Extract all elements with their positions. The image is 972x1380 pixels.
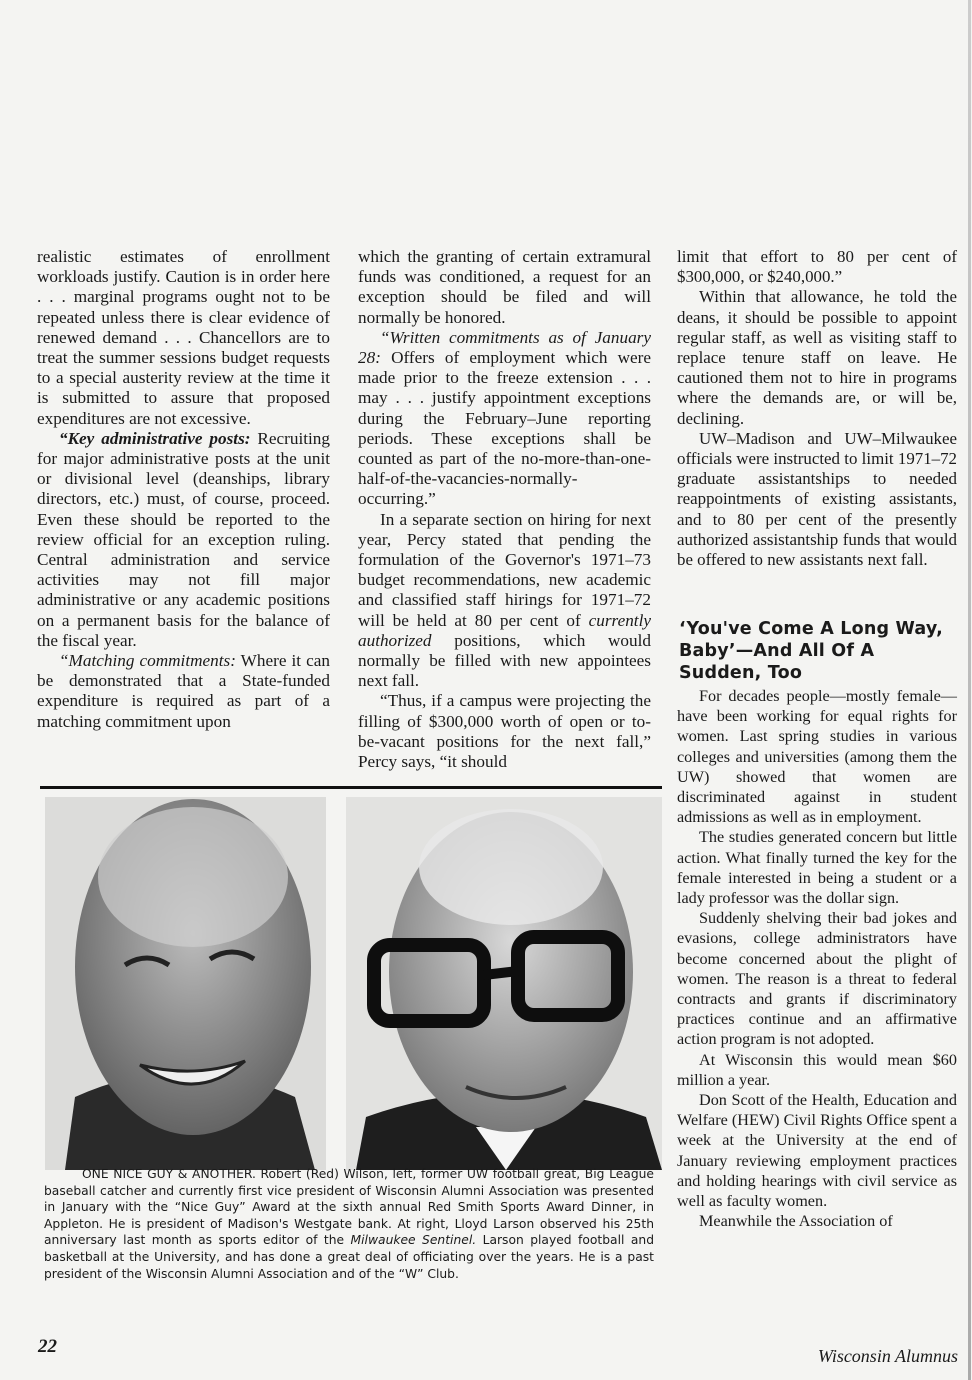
column2-paragraph-2 xyxy=(358,328,651,510)
photo-robert-wilson xyxy=(45,797,326,1170)
article-column-2 xyxy=(358,247,651,772)
photo-caption xyxy=(44,1166,654,1282)
column1-paragraph-1: realistic estimates of enrollment workloads justify. Caution is in order here . . . marginal programs ought not to be repeated unless there is clear evidence of renewed demand . . . Chancellors are to treat the summer sessions budget requests to a special austerity review at the time it is submitted to assure that proposed expenditures are not excessive. xyxy=(37,247,330,428)
caption-part-1: ONE NICE GUY & ANOTHER. Robert (Red) Wilson, left, former UW football great, Big League baseball catcher and currently first vice president of Wisconsin Alumni Association was presented in January with the “Nice Guy” Award at the sixth annual Red Smith Sports Award Dinner, in Appleton. He is president of Madison's Westgate bank. At right, Lloyd Larson observed his 25th anniversary last month as sports editor of the xyxy=(44,1167,654,1248)
column3-paragraph-2: Within that allowance, he told the deans, it should be possible to appoint regular staff, as well as visiting staff to replace tenure staff on leave. He cautioned them not to hire in programs where the demands are, or will be, declining. xyxy=(677,287,957,428)
caption-text xyxy=(44,1166,654,1282)
sidebar-paragraph: The studies generated concern but little action. What finally turned the key for the female interested in being a student or a lady professor was the dollar sign. xyxy=(677,828,957,908)
photo-top-rule xyxy=(40,786,662,789)
column1-paragraph-3 xyxy=(37,651,330,732)
page-number: 22 xyxy=(38,1336,57,1357)
written-commitments-lead: “Written commitments as of January 28: xyxy=(358,327,651,368)
column2-paragraph-1: which the granting of certain extramural funds was conditioned, a request for an exception should be filed and will normally be honored. xyxy=(358,247,651,327)
matching-lead: “Matching commitments: xyxy=(59,651,236,671)
publication-title: Wisconsin Alumnus xyxy=(817,1346,958,1366)
hiring-text-a: In a separate section on hiring for next year, Percy stated that pending the formulation of the Governor's 1971–73 budget recommendations, new academic and classified staff hirings for 1971–72 will be held at 80 per cent of xyxy=(358,509,651,630)
sidebar-paragraph: At Wisconsin this would mean $60 million a year. xyxy=(677,1050,957,1089)
key-posts-lead: “Key administrative posts: xyxy=(59,428,251,448)
hiring-text-b: positions, which would normally be filled with new appointees next fall. xyxy=(358,630,651,691)
column3-paragraph-3: UW–Madison and UW–Milwaukee officials were instructed to limit 1971–72 graduate assistantships to needed reappointments of existing assistants, and to 80 per cent of the presently authorized assistantship funds that would be offered to new assistants next fall. xyxy=(677,428,957,570)
column2-paragraph-4: “Thus, if a campus were projecting the filling of $300,000 worth of open or to-be-vacant positions for the next fall,” Percy says, “it should xyxy=(358,691,651,772)
sidebar-paragraph: For decades people—mostly female—have been working for equal rights for women. Last spring studies in various colleges and universities (among them the UW) showed that women are discriminated against in student admissions as well as in employment. xyxy=(677,687,957,827)
sidebar-paragraph: Meanwhile the Association of xyxy=(699,1212,893,1231)
sidebar-paragraph: Suddenly shelving their bad jokes and evasions, college administrators have become concerned about the plight of women. The reason is a threat to federal contracts and grants if discriminatory practices continue and an affirmative action program is not adopted. xyxy=(677,909,957,1049)
sidebar-paragraph: Don Scott of the Health, Education and Welfare (HEW) Civil Rights Office spent a week at the University at the end of January reviewing employment practices and holding hearings with civil service as well as faculty women. xyxy=(677,1091,957,1211)
caption-part-2: Larson played football and basketball at the University, and has done a great deal of officiating over the years. He is a past president of the Wisconsin Alumni Association and of the “W” Club. xyxy=(44,1233,655,1281)
page-edge xyxy=(968,0,971,1380)
portrait-smiling-man xyxy=(45,797,326,1170)
matching-text: Where it can be demonstrated that a State-funded expenditure is required as part of a matching commitment upon xyxy=(37,651,330,731)
portrait-man-with-glasses xyxy=(346,797,662,1170)
hiring-emphasis: currently authorized xyxy=(358,610,651,650)
caption-newspaper-name: Milwaukee Sentinel. xyxy=(350,1233,477,1248)
sidebar-story-heading: ‘You've Come A Long Way, Baby’—And All Of A Sudden, Too xyxy=(679,619,943,683)
article-column-1 xyxy=(37,247,330,732)
column2-paragraph-3 xyxy=(358,510,651,692)
column3-paragraph-1: limit that effort to 80 per cent of $300,000, or $240,000.” xyxy=(677,247,957,287)
written-commitments-text: Offers of employment which were made prior to the freeze extension . . . may . . . justify appointment exceptions during the February–June reporting periods. These exceptions shall be counted as part of the no-more-than-one-half-of-the-vacancies-normally-occurring.” xyxy=(358,348,651,509)
photo-lloyd-larson xyxy=(346,797,662,1170)
key-posts-text: Recruiting for major administrative posts at the unit or divisional level (deanships, library directors, etc.) must, of course, proceed. Even these should be reported to the review official for an exception ruling. Central administration and service activities may not fill major administrative or any academic positions on a permanent basis for the balance of the fiscal year. xyxy=(37,428,330,650)
column1-paragraph-2 xyxy=(37,429,330,651)
article-column-3 xyxy=(677,247,957,570)
sidebar-story-body xyxy=(677,686,957,1231)
